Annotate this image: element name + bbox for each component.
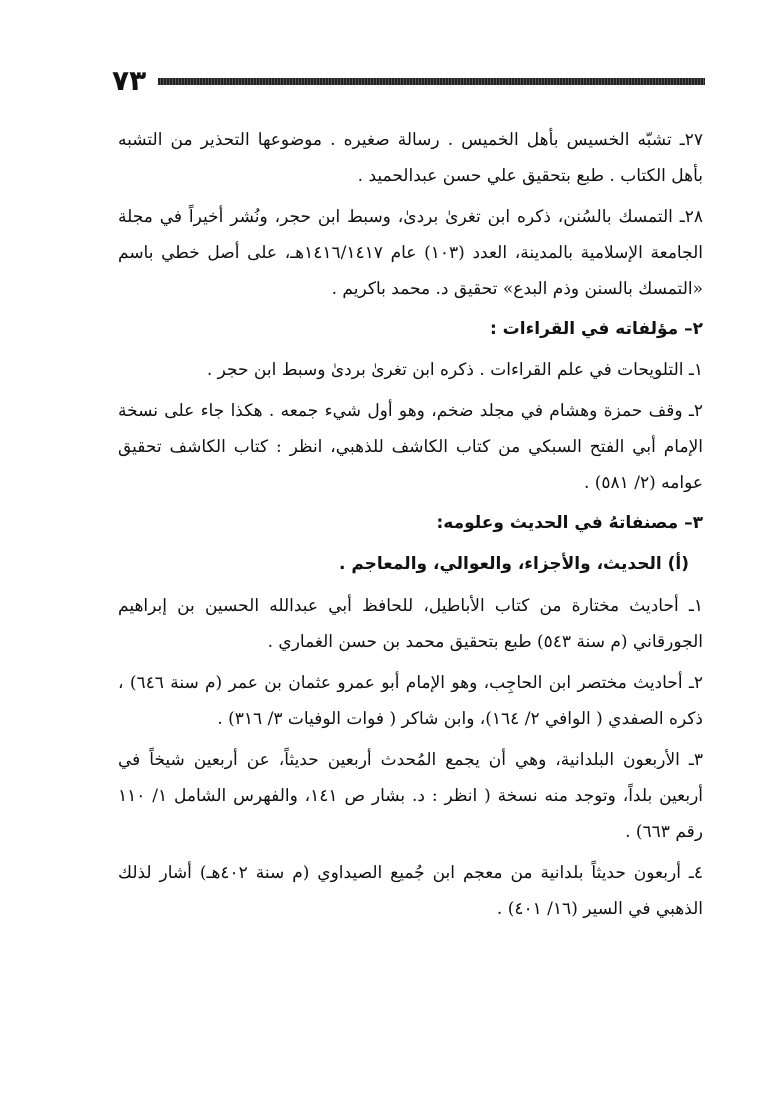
- paragraph-qiraat-2: ٢ـ وقف حمزة وهشام في مجلد ضخم، وهو أول شيء جمعه . هكذا جاء على نسخة الإمام أبي الفتح السبكي من كتاب الكاشف للذهبي، انظر : كتاب الكاشف تحقيق عوامه (٢/ ٥٨١) .: [118, 401, 703, 493]
- paragraph-hadith-4: ٤ـ أربعون حديثاً بلدانية من معجم ابن جُميع الصيداوي (م سنة ٤٠٢هـ) أشار لذلك الذهبي في السير (١٦/ ٤٠١) .: [118, 863, 703, 919]
- paragraph-item-27: ٢٧ـ تشبّه الخسيس بأهل الخميس . رسالة صغيره . موضوعها التحذير من التشبه بأهل الكتاب . طبع بتحقيق علي حسن عبدالحميد .: [118, 130, 703, 186]
- section-heading-qiraat: ٢– مؤلفاته في القراءات :: [489, 319, 703, 339]
- paragraph-hadith-3: ٣ـ الأربعون البلدانية، وهي أن يجمع المُحدث أربعين حديثاً، عن أربعين شيخاً في أربعين بلداً، وتوجد منه نسخة ( انظر : د. بشار ص ١٤١، والفهرس الشامل ١/ ١١٠ رقم ٦٦٣) .: [118, 750, 704, 842]
- paragraph-qiraat-1: ١ـ التلويحات في علم القراءات . ذكره ابن تغرىٰ بردىٰ وسبط ابن حجر .: [206, 360, 703, 380]
- page-number: ٧٣: [112, 64, 147, 97]
- page-header: [112, 66, 705, 96]
- paragraph-hadith-2: ٢ـ أحاديث مختصر ابن الحاجِب، وهو الإمام أبو عمرو عثمان بن عمر (م سنة ٦٤٦) ، ذكره الصفدي ( الوافي ٢/ ١٦٤)، وابن شاكر ( فوات الوفيات ٣/ ٣١٦) .: [118, 673, 703, 729]
- subsection-heading-a: (أ) الحديث، والأجزاء، والعوالي، والمعاجم .: [338, 554, 689, 574]
- paragraph-item-28: ٢٨ـ التمسك بالسُنن، ذكره ابن تغرىٰ بردىٰ، وسبط ابن حجر، ونُشر أخيراً في مجلة الجامعة الإسلامية بالمدينة، العدد (١٠٣) عام ١٤١٦/١٤١٧هـ، على أصل خطي باسم «التمسك بالسنن وذم البدع» تحقيق د. محمد باكريم .: [118, 207, 703, 299]
- page-body: [118, 122, 703, 932]
- paragraph-hadith-1: ١ـ أحاديث مختارة من كتاب الأباطيل، للحافظ أبي عبدالله الحسين بن إبراهيم الجورقاني (م سنة ٥٤٣) طبع بتحقيق محمد بن حسن الغماري .: [118, 596, 703, 652]
- header-rule: [158, 78, 705, 85]
- section-heading-hadith: ٣– مصنفاتهُ في الحديث وعلومه:: [436, 513, 703, 533]
